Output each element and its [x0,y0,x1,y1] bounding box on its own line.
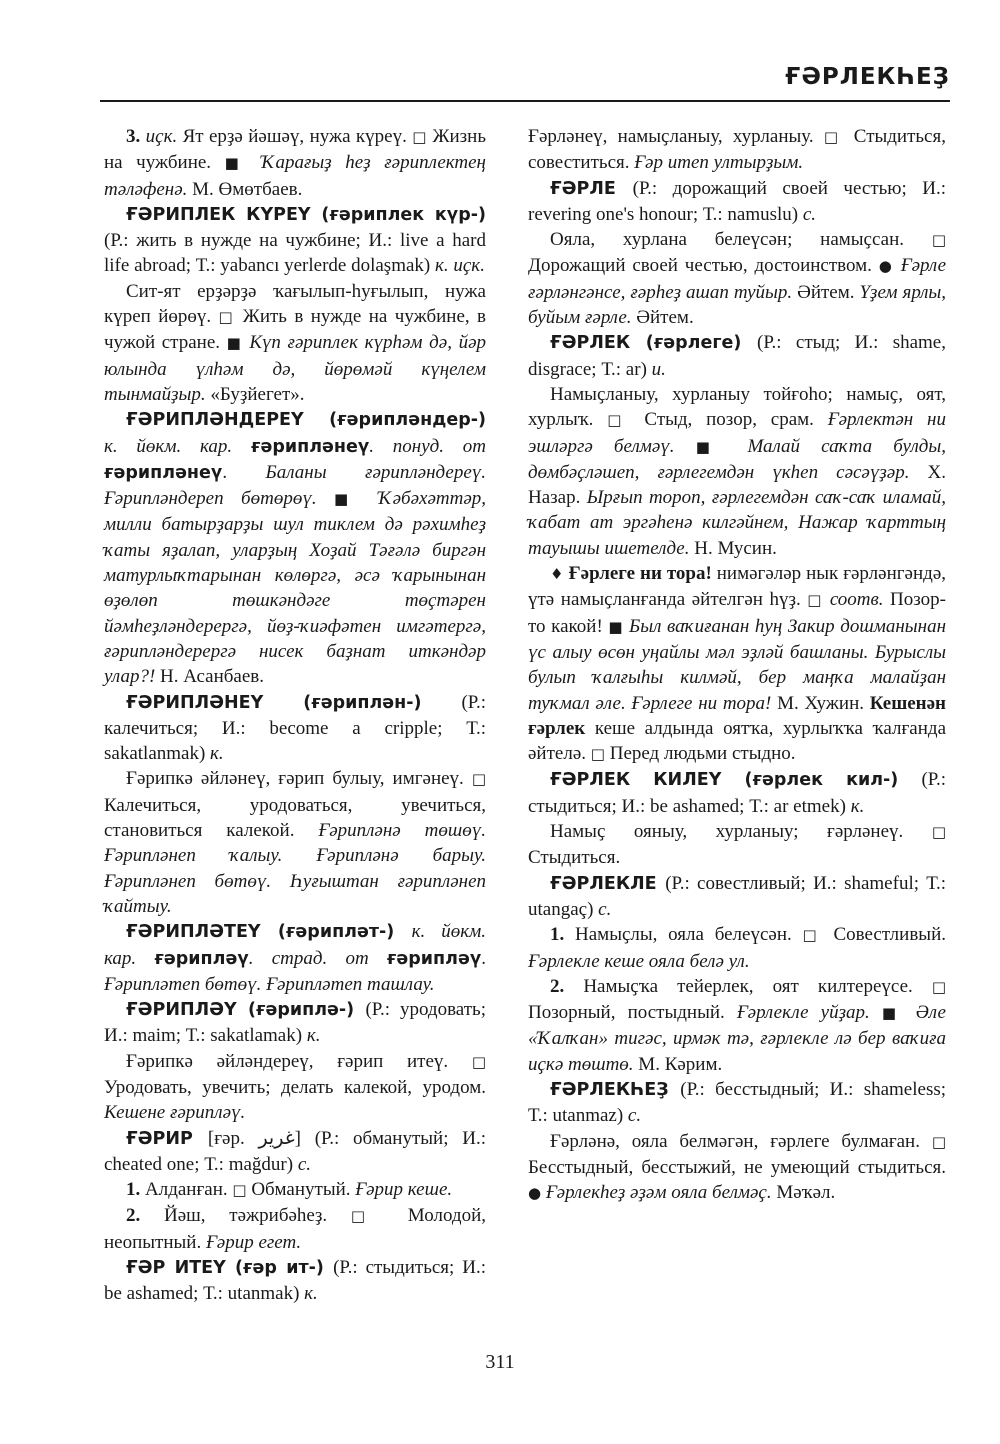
italic-text: к. [210,743,224,765]
italic-text: с. [627,1105,642,1127]
section-marker: □ [218,308,243,327]
text-run: Намыҫҡа тейерлек, оят килтереүсе. [583,975,932,997]
text-run: (Р.: стыдиться; И.: be ashamed; Т.: ar etmek) [528,769,946,817]
bold-text: 1. [126,1179,145,1201]
italic-text: к. йөкм. кар. [104,921,487,969]
italic-text: Ғәрипләтеп бөтөү. Ғәрипләтеп ташлау. [104,973,435,995]
headword: ҒӘРИПЛЕК КҮРЕҮ (ғәриплек күр-) [126,204,486,225]
bold-text: 2. [126,1205,164,1227]
entry-paragraph [104,1126,486,1178]
italic-text: Ғәрипләнә төшөү. Ғәрипләнеп ҡалыу. Ғәрипләнә барыу. Ғәрипләнеп бөтөү. Һуғыштан ғәрипләнеп ҡайтыу. [104,820,486,917]
text-run: . [481,947,486,969]
text-run: Молодой, неопытный. [104,1205,486,1253]
text-run: (Р.: дорожащий своей честью; И.: revering one's honour; Т.: namuslu) [528,177,946,225]
entry-paragraph [104,124,486,202]
italic-text: соотв. [829,589,891,611]
headword: ҒӘРЛЕКЛЕ [550,873,666,894]
italic-text: с. [802,203,817,225]
italic-text: Ғәрлектән ни эшләргә белмәү. [528,409,946,457]
italic-text: к. [306,1025,321,1047]
text-run: . [222,461,266,483]
section-marker: □ [931,1132,946,1151]
italic-text: Кешене ғәрипләү. [104,1102,246,1124]
italic-text: к. [304,1283,318,1305]
italic-text: Ҡарағыҙ һеҙ ғәриплектең тәләфенә. [104,152,486,200]
text-run: Намыҫланыу, хурланыу тойғоһо; намыҫ, оят, хурлыҡ. [528,383,946,431]
entry-paragraph [528,819,946,871]
text-run: Ғәрләнеү, намыҫланыу, хурланыу. [528,126,824,147]
section-marker: ● [528,1184,546,1203]
bold-text: Ғәрлеге ни тора! [568,563,717,585]
headword: ҒӘРЛЕК (ғәрлеге) [550,333,758,354]
text-run: Намыҫлы, ояла белеүсән. [575,924,803,946]
section-marker: □ [471,770,486,789]
text-run: Дорожащий своей честью, достоинством. [528,255,879,277]
section-marker: □ [931,977,946,996]
section-marker: □ [931,231,946,250]
section-marker: ■ [224,154,262,173]
text-run: (Р.: калечиться; И.: become a cripple; Т.: sakatlanmak) [104,691,486,765]
entry-paragraph [104,202,486,279]
text-run: Әйтем. [636,307,694,329]
section-marker: □ [802,926,834,945]
italic-text: Ғәрлекле уйҙар. [736,1002,882,1024]
text-run: М. Кәрим. [638,1053,723,1075]
right-column [528,124,946,1206]
section-marker: □ [807,591,830,610]
italic-text: Ғәрлекһеҙ әҙәм ояла белмәҫ. [545,1182,777,1204]
bold-text: 2. [550,975,584,997]
italic-text: Малай саҡта булды, дөмбәҫләшеп, ғәрлегемдән үкһеп сәсәүҙәр. [528,435,946,483]
text-run: нимәгәләр нык ғәрләнгәндә, үтә намыҫланғанда әйтелгән һүҙ. [528,563,947,611]
italic-text: к. [850,795,865,817]
text-run: М. Өмөтбаев. [192,178,303,200]
headword: ғәрипләнеү [250,436,370,457]
text-run: Ғәрипкә әйләнеү, ғәрип булыу, имгәнеү. [126,768,472,790]
entry-paragraph [104,1255,486,1307]
headword: ғәрипләү [386,948,482,969]
italic-text: с. [598,898,612,920]
text-run: [ғәр. غریر] (Р.: обманутый; И.: cheated one; Т.: mağdur) [104,1127,486,1175]
italic-text: Күп ғәриплек күрһәм дә, йәр юлында үлһәм дә, йөрөмәй күңелем тынмайҙыр. [104,332,486,405]
italic-text: Ғәрир егет. [205,1231,302,1253]
entry-paragraph [104,766,486,919]
entry-paragraph [104,997,486,1049]
section-marker: □ [412,128,433,146]
text-run: Перед людьми стыдно. [609,743,796,765]
section-marker: ● [878,257,901,276]
entry-paragraph [104,690,486,767]
italic-text: Баланы ғәрипләндереү. Ғәрипләндереп бөтөрөү. [104,461,486,510]
italic-text: Был ваҡиғанан һуң Закир дошманынан үс алыу өсөн уңайлы мәл эҙләй башланы. Бурыслы булып ҡалғыһы килмәй, бер маңҡа малайҙан туҡмал әле. Ғәрлеге ни тора! [528,615,946,714]
text-run: Х. Назар. [528,461,946,509]
text-run: Позорный, постыдный. [528,1002,737,1024]
italic-text: Ғәрир кеше. [355,1179,453,1201]
text-run: Н. Асанбаев. [160,666,265,688]
section-marker: ♦ [550,565,569,584]
italic-text: Ғәр итеп ултырҙым. [634,152,804,174]
header-rule [100,100,950,102]
italic-text: Әле «Ҡалҡан» тигәс, ирмәк тә, ғәрлекле лә бер ваҡиға иҫкә төштө. [528,1002,946,1075]
entry-paragraph [528,176,946,228]
section-marker: □ [931,823,946,842]
entry-paragraph [528,124,946,176]
text-run: (Р.: жить в нужде на чужбине; И.: live a hard life abroad; Т.: yabancı yerlerde dolaşmak) [104,230,486,277]
entry-paragraph [104,407,486,689]
section-marker: ■ [695,437,748,456]
text-run: Стыдиться. [528,847,621,869]
text-run: М. Хужин. [777,692,870,714]
section-marker: ■ [881,1004,916,1023]
entry-paragraph [528,974,946,1077]
text-run: Уродовать, увечить; делать калекой, уродом. [104,1076,486,1098]
text-run: (Р.: стыд; И.: shame, disgrace; Т.: ar) [528,332,946,380]
italic-text: иҫк. [145,126,183,147]
headword: ғәрипләү [154,948,249,969]
section-marker: □ [823,128,854,146]
section-marker: ■ [226,334,250,353]
text-run: Мәҡәл. [776,1182,836,1204]
entry-paragraph [528,1077,946,1129]
text-run: Алданған. [145,1179,233,1201]
running-head: ҒӘРЛЕКҺЕҘ [785,64,950,90]
italic-text: Ырғып тороп, ғәрлегемдән саҡ-саҡ иламай, ҡабат ат эргәһенә килгәйнем, Нажар ҡарттың тауышы ишетелде. [528,487,947,559]
entry-paragraph [528,561,946,767]
italic-text: . понуд. от [369,435,486,457]
text-run: Ят ерҙә йәшәү, нужа күреү. [182,126,413,147]
text-run: Стыдиться, совеститься. [528,126,946,174]
text-run: Стыд, позор, срам. [644,409,828,431]
section-marker: □ [471,1052,486,1071]
text-run: Бесстыдный, бесстыжий, не умеющий стыдиться. [528,1156,946,1178]
italic-text: Ҡәбәхәттәр, милли батырҙарҙы шул тиклем дә рәхимһеҙ ҡаты яҙалап, уларҙың Хоҙай Тәғәлә биргән матурлыҡтарынан көлөргә, әсә ҡарынынан өҙөлөп төшкәндәге төҫтәрен йәмһеҙләндерергә, йөҙ-ҡиәфәтен имгәтергә, ғәрипләндерергә нисек баҙнат иткәндәр улар?! [104,488,486,688]
headword: ҒӘРИПЛӘНЕҮ (ғәриплән-) [126,692,462,713]
section-marker: ■ [334,490,379,509]
text-run: Ояла, хурлана белеүсән; намыҫсан. [550,229,932,251]
text-run: Обманутый. [251,1179,356,1201]
text-run: кеше алдында оятҡа, хурлыҡҡа ҡалғанда әйтелә. [528,717,946,765]
text-run: Намыҫ ояныу, хурланыу; ғәрләнеү. [550,821,932,843]
italic-text: и. [651,358,666,380]
text-run: (Р.: стыдиться; И.: be ashamed; Т.: utanmak) [104,1257,486,1305]
text-run: (Р.: уродовать; И.: maim; Т.: sakatlamak) [104,999,486,1047]
text-run: Йәш, тәжрибәһеҙ. [164,1205,351,1227]
text-run: Ғәрләнә, ояла белмәгән, ғәрлеге булмаған. [550,1130,932,1152]
italic-text: Ғәрлекле кеше ояла белә ул. [528,950,750,972]
section-marker: □ [232,1181,252,1200]
headword: ғәрипләнеү [104,462,223,483]
text-run: (Р.: бесстыдный; И.: shameless; Т.: utanmaz) [528,1078,947,1127]
headword: ҒӘРИР [126,1128,208,1149]
entry-paragraph [104,279,486,407]
section-marker: □ [350,1207,408,1226]
bold-text: 3. [126,126,146,147]
text-run: Н. Мусин. [694,537,777,559]
headword: ҒӘРИПЛӘТЕҮ (ғәрипләт-) [126,922,412,943]
entry-paragraph [528,871,946,923]
entry-paragraph [104,1049,486,1126]
headword: ҒӘРИПЛӘҮ (ғәриплә-) [126,1000,366,1021]
headword: ҒӘРЛЕ [550,178,633,199]
section-marker: □ [590,745,610,764]
italic-text: Үҙем ярлы, буйым ғәрле. [528,281,947,329]
section-marker: ■ [608,617,629,636]
text-run: Ғәрипкә әйләндереү, ғәрип итеү. [126,1050,472,1072]
italic-text: . страд. от [248,947,387,969]
headword: ҒӘР ИТЕҮ (ғәр ит-) [126,1258,334,1279]
bold-text: 1. [550,924,576,946]
text-run: Сит-ят ерҙәрҙә ҡағылып-һуғылып, нужа күреп йөрөү. [104,280,486,328]
italic-text: к. йөкм. кар. [104,435,251,457]
text-run: Калечиться, уродоваться, увечиться, становиться калекой. [104,794,486,842]
headword: ҒӘРИПЛӘНДЕРЕҮ (ғәрипләндер-) [126,410,486,431]
entry-paragraph [104,1177,486,1203]
entry-paragraph [104,919,486,997]
entry-paragraph [104,1203,486,1255]
entry-paragraph [528,382,946,561]
italic-text: с. [297,1153,312,1175]
left-column [104,124,486,1307]
bold-text: Кешенән ғәрлек [528,692,946,739]
entry-paragraph [528,922,946,974]
headword: ҒӘРЛЕК КИЛЕҮ (ғәрлек кил-) [550,770,922,791]
text-run: «Буҙйегет». [210,383,305,405]
page-number: 311 [485,1351,515,1373]
text-run: Әйтем. [797,281,860,303]
italic-text: Ғәрле ғәрләнгәнсе, ғәрһеҙ ашап туйыр. [528,255,947,303]
entry-paragraph [528,767,946,819]
entry-paragraph [528,227,946,330]
section-marker: □ [607,411,645,430]
text-run: Жить в нужде на чужбине, в чужой стране. [104,306,487,354]
entry-paragraph [528,1129,946,1207]
text-run: Жизнь на чужбине. [104,126,487,174]
headword: ҒӘРЛЕКҺЕҘ [550,1079,681,1100]
text-run: (Р.: совестливый; И.: shameful; Т.: utangaç) [528,872,946,920]
italic-text: к. иҫк. [434,255,485,277]
entry-paragraph [528,330,946,382]
text-run: Позор-то какой! [528,589,946,637]
text-run: Совестливый. [833,924,946,946]
